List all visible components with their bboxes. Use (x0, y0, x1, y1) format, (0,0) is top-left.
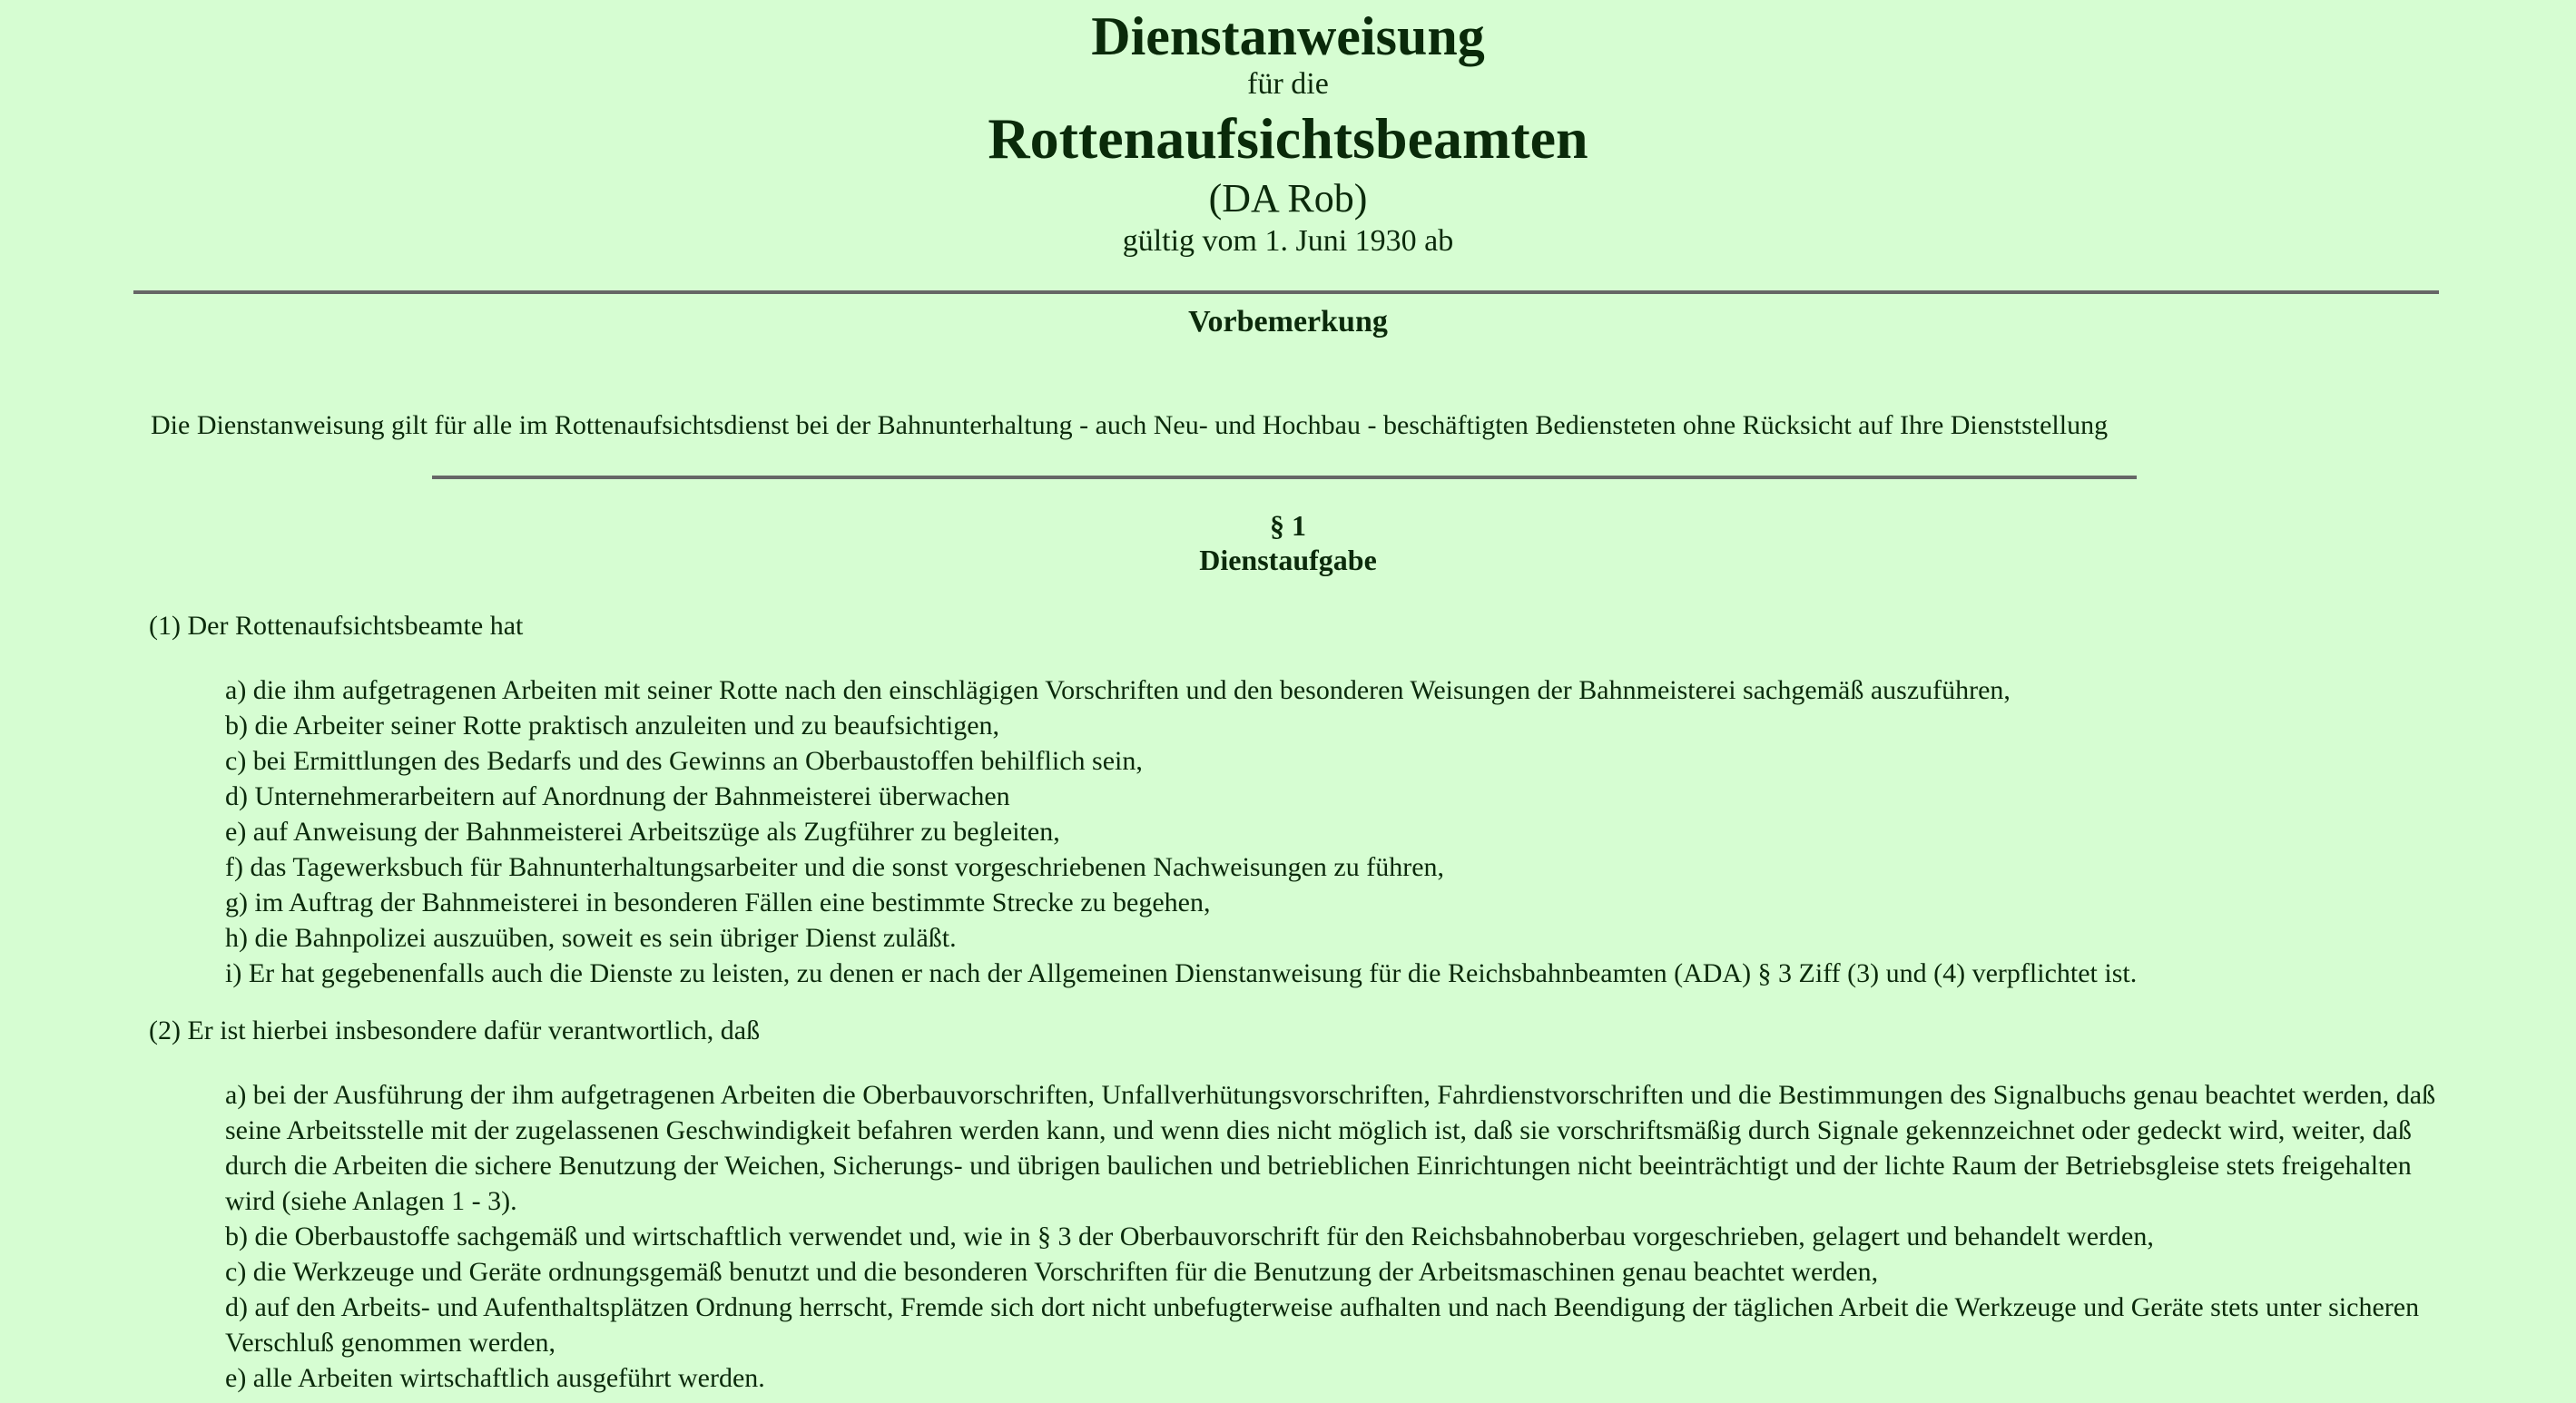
list-item: c) bei Ermittlungen des Bedarfs und des Gewinns an Oberbaustoffen behilflich sein, (225, 746, 1143, 776)
preface-heading: Vorbemerkung (1188, 305, 1388, 338)
title-connector: für die (1247, 67, 1329, 101)
list-item: i) Er hat gegebenenfalls auch die Dienste zu leisten, zu denen er nach der Allgemeinen Dienstanweisung für die Reichsbahnbeamten (ADA) § 3 Ziff (3) und (4) verpflichtet ist. (225, 958, 2138, 988)
validity-date: gültig vom 1. Juni 1930 ab (1122, 224, 1454, 258)
list-item: h) die Bahnpolizei auszuüben, soweit es sein übriger Dienst zuläßt. (225, 923, 957, 953)
section-number: § 1 (1270, 509, 1306, 542)
document-title: Dienstanweisung (1091, 6, 1485, 66)
list-item: d) Unternehmerarbeitern auf Anordnung der Bahnmeisterei überwachen (225, 781, 1010, 811)
preface-text: Die Dienstanweisung gilt für alle im Rottenaufsichtsdienst bei der Bahnunterhaltung - auch Neu- und Hochbau - beschäftigten Bediensteten ohne Rücksicht auf Ihre Dienststellung (151, 410, 2109, 440)
list-item: e) alle Arbeiten wirtschaftlich ausgeführt werden. (225, 1363, 765, 1393)
paragraph-1-list (225, 672, 2467, 991)
list-item: g) im Auftrag der Bahnmeisterei in besonderen Fällen eine bestimmte Strecke zu begehen, (225, 888, 1211, 917)
document-abbreviation: (DA Rob) (1208, 176, 1368, 221)
list-item: c) die Werkzeuge und Geräte ordnungsgemäß benutzt und die besonderen Vorschriften für die Benutzung der Arbeitsmaschinen genau beachtet werden, (225, 1257, 1879, 1287)
list-item: d) auf den Arbeits- und Aufenthaltsplätzen Ordnung herrscht, Fremde sich dort nicht unbefugterweise aufhalten und nach Beendigung der täglichen Arbeit die Werkzeuge und Geräte stets unter sicheren Verschluß genommen werden, (225, 1292, 2420, 1358)
document-subtitle: Rottenaufsichtsbeamten (988, 106, 1588, 171)
section-divider (432, 476, 2137, 479)
section-heading (0, 508, 2576, 577)
list-item: a) bei der Ausführung der ihm aufgetragenen Arbeiten die Oberbauvorschriften, Unfallverhütungsvorschriften, Fahrdienstvorschriften und die Bestimmungen des Signalbuchs genau beachtet werden, daß seine Arbeitsstelle mit der zugelassenen Geschwindigkeit befahren werden kann, und wenn dies nicht möglich ist, daß sie vorschriftsmäßig durch Signale gekennzeichnet oder gedeckt wird, weiter, daß durch die Arbeiten die sichere Benutzung der Weichen, Sicherungs- und übrigen baulichen und betrieblichen Einrichtungen nicht beeinträchtigt und der lichte Raum der Betriebsgleise stets freigehalten wird (siehe Anlagen 1 - 3). (225, 1080, 2436, 1216)
document-header (0, 0, 2576, 260)
list-item: a) die ihm aufgetragenen Arbeiten mit seiner Rotte nach den einschlägigen Vorschriften und den besonderen Weisungen der Bahnmeisterei sachgemäß auszuführen, (225, 675, 2011, 705)
list-item: f) das Tagewerksbuch für Bahnunterhaltungsarbeiter und die sonst vorgeschriebenen Nachweisungen zu führen, (225, 852, 1445, 882)
paragraph-2-intro: (2) Er ist hierbei insbesondere dafür verantwortlich, daß (149, 1015, 761, 1045)
paragraph-2-list (225, 1077, 2467, 1396)
section-title: Dienstaufgabe (1199, 544, 1377, 576)
header-divider (133, 290, 2439, 294)
list-item: b) die Oberbaustoffe sachgemäß und wirtschaftlich verwendet und, wie in § 3 der Oberbauvorschrift für den Reichsbahnoberbau vorgeschrieben, gelagert und behandelt werden, (225, 1221, 2154, 1251)
list-item: b) die Arbeiter seiner Rotte praktisch anzuleiten und zu beaufsichtigen, (225, 711, 1000, 741)
list-item: e) auf Anweisung der Bahnmeisterei Arbeitszüge als Zugführer zu begleiten, (225, 817, 1060, 847)
paragraph-1-intro: (1) Der Rottenaufsichtsbeamte hat (149, 611, 524, 641)
section-content (149, 608, 2467, 1403)
